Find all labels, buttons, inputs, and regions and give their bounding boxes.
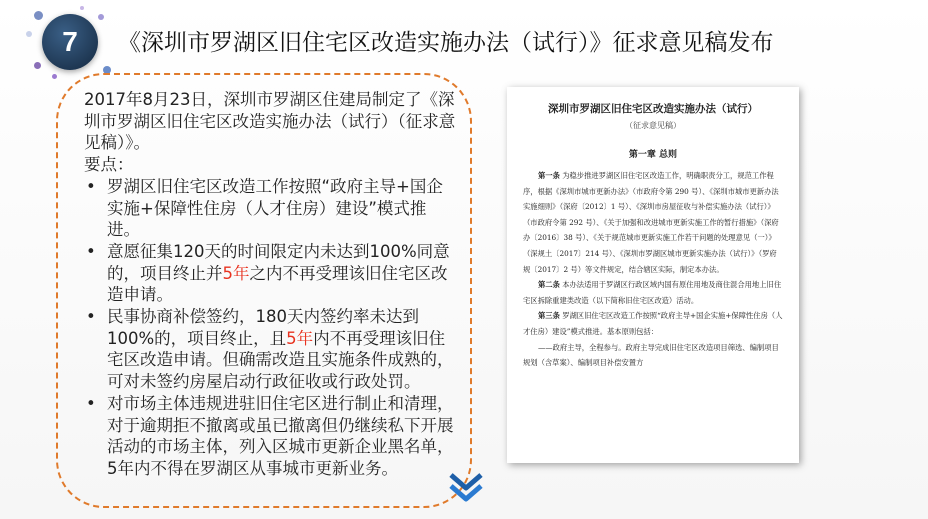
- key-points-label: 要点：: [84, 155, 134, 175]
- list-item: • 对市场主体违规进驻旧住宅区进行制止和清理，对于逾期拒不撤离或虽已撤离但仍继续私下开展活动的市场主体，列入区城市更新企业黑名单，5年内不得在罗湖区从事城市更新业务。: [84, 393, 456, 480]
- page-title: 《深圳市罗湖区旧住宅区改造实施办法（试行）》征求意见稿发布: [118, 30, 774, 56]
- section-number-badge: 7: [42, 14, 98, 70]
- document-subtitle: （征求意见稿）: [625, 121, 681, 130]
- document-title: 深圳市罗湖区旧住宅区改造实施办法（试行）: [548, 103, 758, 115]
- document-article: ——政府主导，全程参与。政府主导完成旧住宅区改造项目筛选、编制项目规划（含草案）、编制项目补偿安置方: [523, 342, 779, 368]
- content-text: [84, 89, 456, 480]
- decor-dot: [34, 11, 43, 20]
- list-item: • 民事协商补偿签约，180天内签约率未达到100%的，项目终止，且5年内不再受理该旧住宅区改造申请。但确需改造且实施条件成熟的，可对未签约房屋启动行政征收或行政处罚。: [84, 306, 456, 393]
- highlight-text: 5年: [222, 263, 250, 283]
- document-image: [507, 87, 799, 463]
- decor-dot: [80, 6, 84, 10]
- document-chapter-heading: 第一章 总则: [628, 150, 678, 160]
- chevron-down-icon[interactable]: [447, 472, 485, 504]
- document-body: [523, 168, 783, 371]
- list-item: • 意愿征集120天的时间限定内未达到100%同意的，项目终止并5年之内不再受理该旧住宅区改造申请。: [84, 241, 456, 306]
- list-item: • 罗湖区旧住宅区改造工作按照“政府主导+国企实施+保障性住房（人才住房）建设”模式推进。: [84, 176, 456, 241]
- document-article: 第二条 本办法适用于罗湖区行政区域内国有原住用地及商住混合用地上旧住宅区拆除重建类改造（以下简称旧住宅区改造）活动。: [523, 280, 782, 305]
- decor-dot: [98, 14, 104, 20]
- key-points-list: [84, 176, 456, 480]
- highlight-text: 5年: [286, 328, 314, 348]
- intro-paragraph: 2017年8月23日，深圳市罗湖区住建局制定了《深圳市罗湖区旧住宅区改造实施办法（试行）（征求意见稿）》。: [84, 90, 456, 153]
- document-article: 第一条 为稳步推进罗湖区旧住宅区改造工作，明确职责分工，规范工作程序，根据《深圳市城市更新办法》（市政府令第 290 号）、《深圳市城市更新办法实施细则》（深府〔2012〕1 号）、《深圳市房屋征收与补偿实施办法（试行）》（市政府令第 292 号）、《关于加强和改进城市更新实施工作的暂行措施》（深府办〔2016〕38 号）、《关于规范城市更新实施工作若干问题的处理意见（一）》（深规土〔2017〕214 号）、《深圳市罗湖区城市更新实施办法（试行）》（罗府规〔2017〕2 号）等文件规定，结合辖区实际，制定本办法。: [523, 171, 779, 274]
- decor-dot: [26, 31, 32, 37]
- document-article: 第三条 罗湖区旧住宅区改造工作按照“政府主导+国企实施+保障性住房（人才住房）建设”模式推进。基本原则包括：: [523, 311, 783, 336]
- decor-dot: [34, 62, 41, 69]
- decor-dot: [52, 74, 57, 79]
